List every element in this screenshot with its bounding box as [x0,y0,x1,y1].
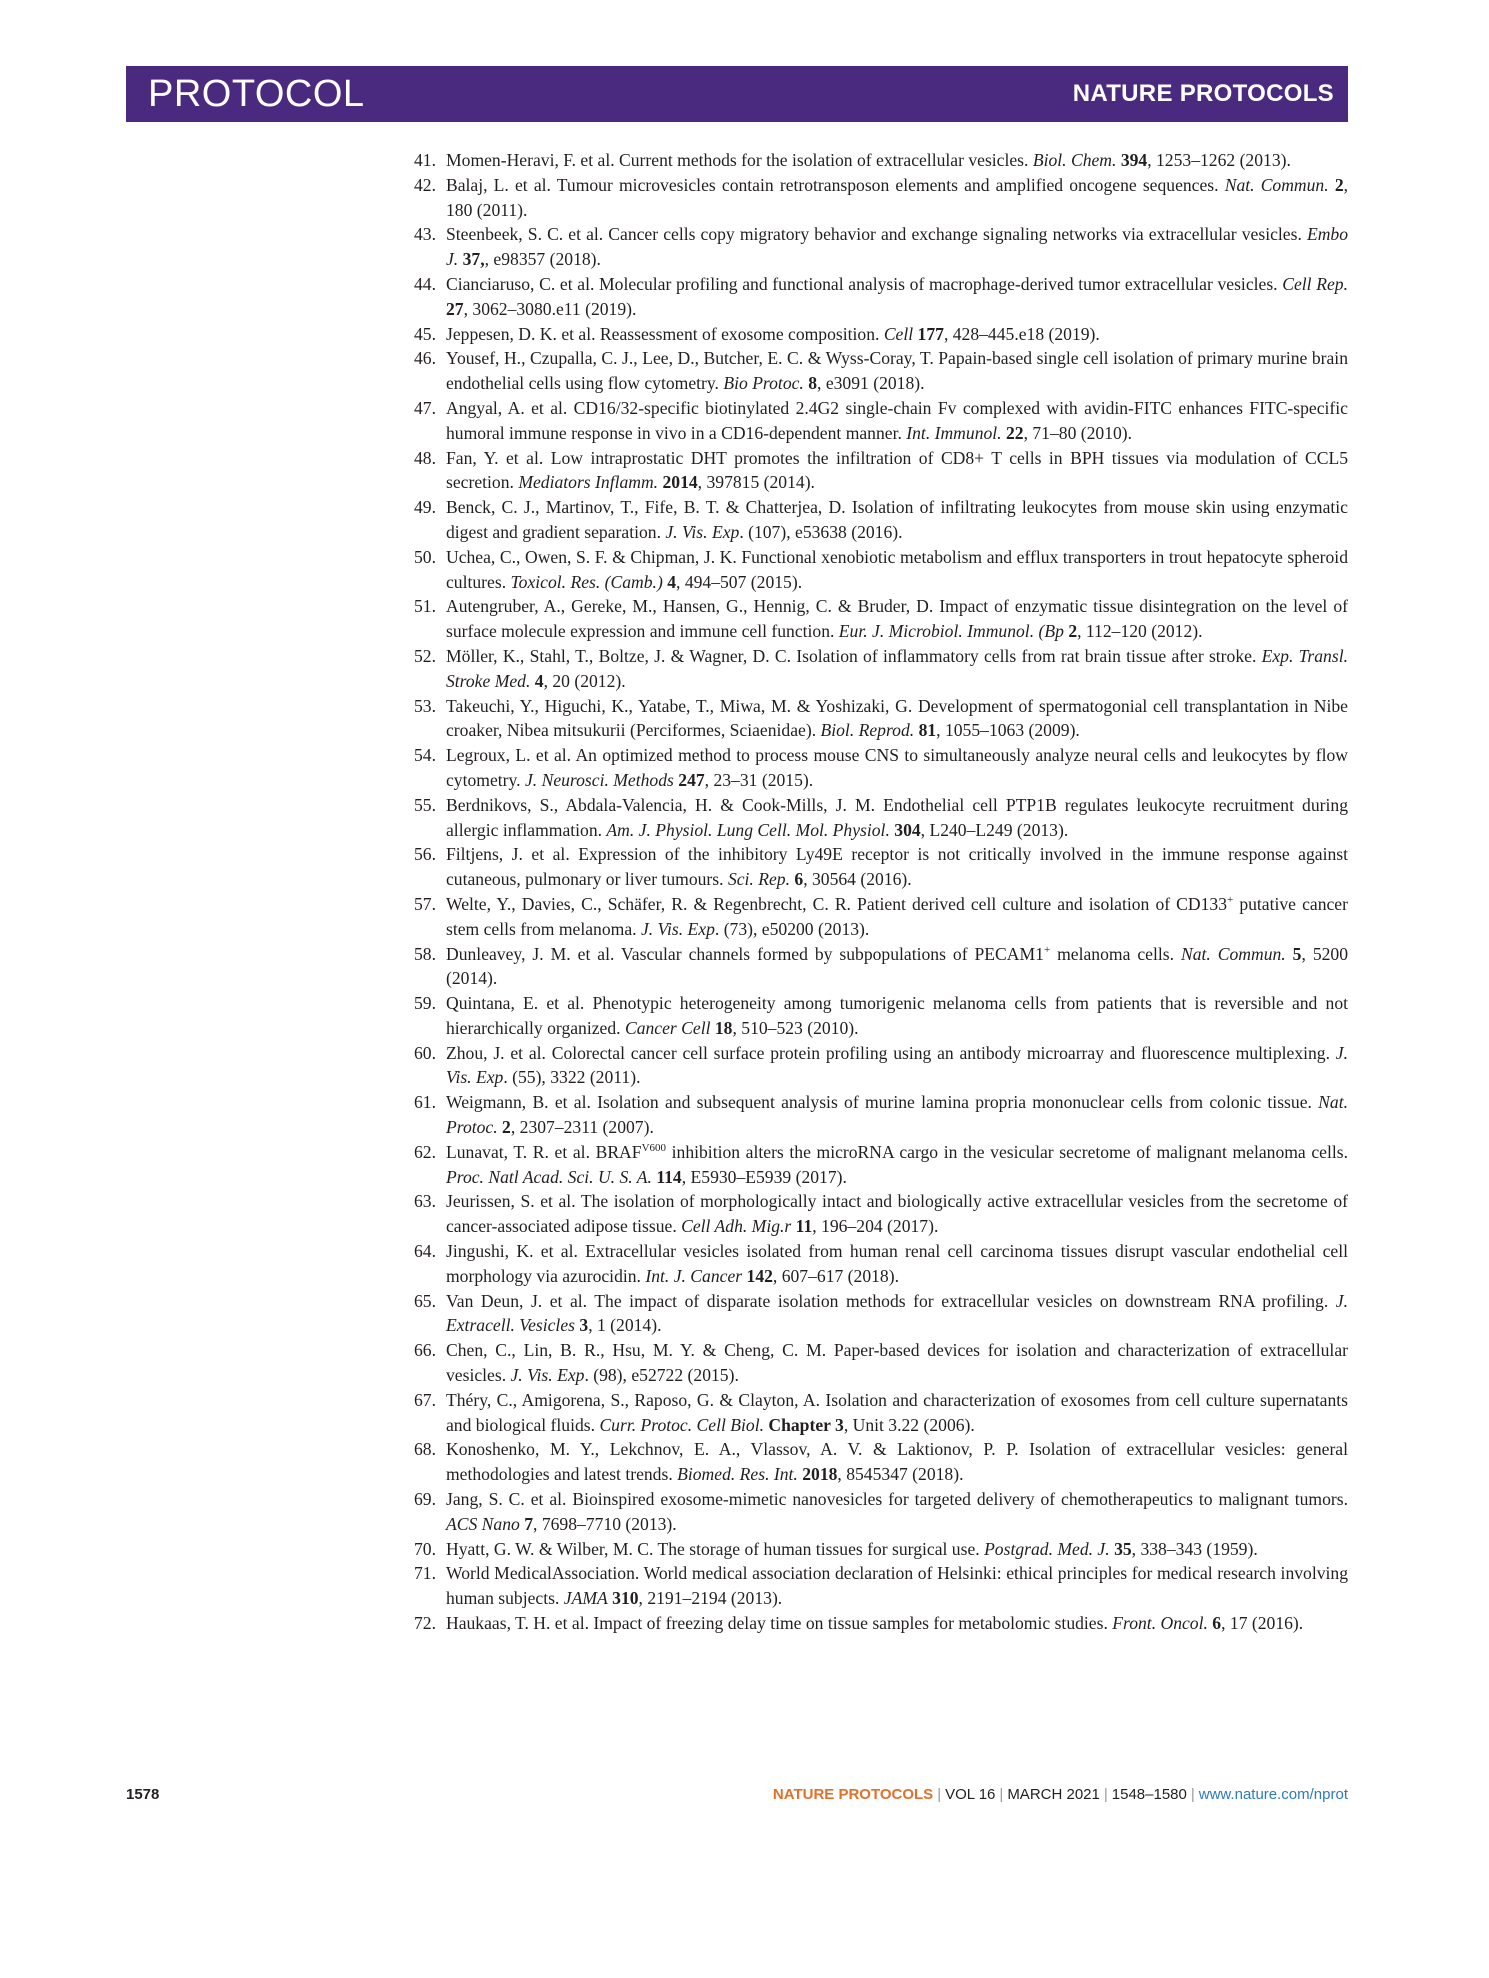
reference-number: 49. [414,497,436,518]
reference-item [398,942,1348,992]
reference-number: 57. [414,893,436,914]
reference-number: 65. [414,1290,436,1311]
reference-number: 72. [414,1613,436,1634]
reference-item [398,1487,1348,1537]
reference-text: Welte, Y., Davies, C., Schäfer, R. & Regenbrecht, C. R. Patient derived cell culture and isolation of CD133+ putative cancer stem cells from melanoma. J. Vis. Exp. (73), e50200 (2013). [446,893,1348,939]
reference-number: 53. [414,695,436,716]
reference-number: 60. [414,1042,436,1063]
reference-item [398,272,1348,322]
reference-item [398,793,1348,843]
reference-text: Van Deun, J. et al. The impact of disparate isolation methods for extracellular vesicles on downstream RNA profiling. J. Extracell. Vesicles 3, 1 (2014). [446,1290,1348,1336]
reference-text: Théry, C., Amigorena, S., Raposo, G. & Clayton, A. Isolation and characterization of exosomes from cell culture supernatants and biological fluids. Curr. Protoc. Cell Biol. Chapter 3, Unit 3.22 (2006). [446,1389,1348,1435]
reference-number: 55. [414,794,436,815]
reference-number: 41. [414,150,436,170]
reference-number: 56. [414,844,436,865]
section-label: PROTOCOL [148,72,365,115]
reference-item [398,743,1348,793]
reference-item [398,1611,1348,1636]
reference-list [398,148,1348,1636]
reference-text: Hyatt, G. W. & Wilber, M. C. The storage of human tissues for surgical use. Postgrad. Med. J. 35, 338–343 (1959). [446,1538,1258,1559]
reference-item [398,148,1348,173]
reference-text: Jeurissen, S. et al. The isolation of morphologically intact and biologically active extracellular vesicles from the secretome of cancer-associated adipose tissue. Cell Adh. Mig.r 11, 196–204 (2017). [446,1191,1348,1237]
footer-volume: VOL 16 [945,1786,996,1803]
reference-number: 48. [414,447,436,468]
reference-item [398,346,1348,396]
reference-text: Uchea, C., Owen, S. F. & Chipman, J. K. Functional xenobiotic metabolism and efflux transporters in trout hepatocyte spheroid cultures. Toxicol. Res. (Camb.) 4, 494–507 (2015). [446,546,1348,592]
reference-number: 63. [414,1191,436,1212]
reference-item [398,1338,1348,1388]
reference-item [398,495,1348,545]
reference-number: 47. [414,397,436,418]
header-banner [126,66,1348,122]
reference-number: 68. [414,1439,436,1460]
reference-number: 50. [414,546,436,567]
reference-text: Angyal, A. et al. CD16/32-specific biotinylated 2.4G2 single-chain Fv complexed with avidin-FITC enhances FITC-specific humoral immune response in vivo in a CD16-dependent manner. Int. Immunol. 22, 71–80 (2010). [446,397,1348,443]
reference-number: 70. [414,1538,436,1559]
reference-item [398,446,1348,496]
reference-number: 62. [414,1141,436,1162]
footer-url[interactable]: www.nature.com/nprot [1198,1786,1348,1803]
reference-item [398,1437,1348,1487]
reference-item [398,644,1348,694]
reference-text: Jingushi, K. et al. Extracellular vesicles isolated from human renal cell carcinoma tissues disrupt vascular endothelial cell morphology via azurocidin. Int. J. Cancer 142, 607–617 (2018). [446,1241,1348,1286]
footer-journal: NATURE PROTOCOLS [772,1786,934,1803]
reference-number: 61. [414,1092,436,1113]
reference-text: Jang, S. C. et al. Bioinspired exosome-mimetic nanovesicles for targeted delivery of chemotherapeutics to malignant tumors. ACS Nano 7, 7698–7710 (2013). [446,1489,1348,1534]
footer-date: MARCH 2021 [1007,1786,1100,1803]
reference-text: Quintana, E. et al. Phenotypic heterogeneity among tumorigenic melanoma cells from patients that is reversible and not hierarchically organized. Cancer Cell 18, 510–523 (2010). [446,993,1348,1038]
footer-pages: 1548–1580 [1111,1786,1187,1803]
reference-number: 58. [414,943,436,964]
reference-item [398,1140,1348,1190]
reference-item [398,594,1348,644]
reference-text: Yousef, H., Czupalla, C. J., Lee, D., Butcher, E. C. & Wyss-Coray, T. Papain-based single cell isolation of primary murine brain endothelial cells using flow cytometry. Bio Protoc. 8, e3091 (2018). [446,348,1348,394]
reference-item [398,545,1348,595]
reference-text: Zhou, J. et al. Colorectal cancer cell surface protein profiling using an antibody microarray and fluorescence multiplexing. J. Vis. Exp. (55), 3322 (2011). [446,1042,1348,1088]
reference-number: 71. [414,1563,436,1584]
reference-number: 51. [414,596,436,617]
reference-text: Konoshenko, M. Y., Lekchnov, E. A., Vlassov, A. V. & Laktionov, P. P. Isolation of extracellular vesicles: general methodologies and latest trends. Biomed. Res. Int. 2018, 8545347 (2018). [446,1439,1348,1485]
reference-text: Fan, Y. et al. Low intraprostatic DHT promotes the infiltration of CD8+ T cells in BPH tissues via modulation of CCL5 secretion. Mediators Inflamm. 2014, 397815 (2014). [446,447,1348,493]
reference-number: 46. [414,348,436,369]
reference-number: 66. [414,1340,436,1361]
reference-item [398,1189,1348,1239]
reference-number: 67. [414,1389,436,1410]
reference-number: 59. [414,993,436,1014]
reference-item [398,1537,1348,1562]
reference-item [398,892,1348,942]
reference-text: Weigmann, B. et al. Isolation and subsequent analysis of murine lamina propria mononuclear cells from colonic tissue. Nat. Protoc. 2, 2307–2311 (2007). [446,1092,1348,1138]
reference-item [398,1041,1348,1091]
reference-text: World MedicalAssociation. World medical association declaration of Helsinki: ethical principles for medical research involving human subjects. JAMA 310, 2191–2194 (2013). [446,1563,1348,1609]
reference-text: Balaj, L. et al. Tumour microvesicles contain retrotransposon elements and amplified oncogene sequences. Nat. Commun. 2, 180 (2011). [446,174,1349,220]
reference-number: 64. [414,1241,436,1262]
reference-item [398,694,1348,744]
reference-text: Takeuchi, Y., Higuchi, K., Yatabe, T., Miwa, M. & Yoshizaki, G. Development of spermatogonial cell transplantation in Nibe croaker, Nibea mitsukurii (Perciformes, Sciaenidae). Biol. Reprod. 81, 1055–1063 (2009). [446,695,1348,741]
reference-number: 45. [414,323,436,344]
reference-item [398,1561,1348,1611]
reference-number: 42. [414,174,436,195]
reference-item [398,322,1348,347]
reference-item [398,396,1348,446]
footer-citation: NATURE PROTOCOLS | VOL 16 | MARCH 2021 | 1548–1580 | www.nature.com/nprot [772,1786,1348,1803]
page-number: 1578 [126,1786,160,1803]
reference-text: Filtjens, J. et al. Expression of the inhibitory Ly49E receptor is not critically involved in the immune response against cutaneous, pulmonary or liver tumours. Sci. Rep. 6, 30564 (2016). [446,844,1348,890]
reference-number: 69. [414,1489,436,1510]
reference-item [398,1289,1348,1339]
reference-text: Cianciaruso, C. et al. Molecular profiling and functional analysis of macrophage-derived tumor extracellular vesicles. Cell Rep. 27, 3062–3080.e11 (2019). [446,273,1348,319]
reference-number: 44. [414,273,436,294]
reference-text: Benck, C. J., Martinov, T., Fife, B. T. & Chatterjea, D. Isolation of infiltrating leukocytes from mouse skin using enzymatic digest and gradient separation. J. Vis. Exp. (107), e53638 (2016). [446,497,1348,542]
reference-text: Berdnikovs, S., Abdala-Valencia, H. & Cook-Mills, J. M. Endothelial cell PTP1B regulates leukocyte recruitment during allergic inflammation. Am. J. Physiol. Lung Cell. Mol. Physiol. 304, L240–L249 (2013). [446,794,1348,840]
reference-text: Legroux, L. et al. An optimized method to process mouse CNS to simultaneously analyze neural cells and leukocytes by flow cytometry. J. Neurosci. Methods 247, 23–31 (2015). [446,745,1348,790]
journal-name: NATURE PROTOCOLS [1072,80,1334,107]
reference-item [398,222,1348,272]
reference-number: 52. [414,645,436,666]
reference-text: Möller, K., Stahl, T., Boltze, J. & Wagner, D. C. Isolation of inflammatory cells from rat brain tissue after stroke. Exp. Transl. Stroke Med. 4, 20 (2012). [446,645,1348,691]
reference-item [398,1388,1348,1438]
reference-text: Autengruber, A., Gereke, M., Hansen, G., Hennig, C. & Bruder, D. Impact of enzymatic tissue disintegration on the level of surface molecule expression and immune cell function. Eur. J. Microbiol. Immunol. (Bp 2, 112–120 (2012). [446,596,1348,642]
reference-text: Dunleavey, J. M. et al. Vascular channels formed by subpopulations of PECAM1+ melanoma cells. Nat. Commun. 5, 5200 (2014). [446,943,1348,989]
reference-text: Lunavat, T. R. et al. $BRAF^{V600}$ inhibition alters the microRNA cargo in the vesicular secretome of malignant melanoma cells. Proc. Natl Acad. Sci. U. S. A. 114, E5930–E5939 (2017). [446,1141,1348,1187]
reference-item [398,173,1348,223]
reference-number: 43. [414,224,436,245]
reference-text: Chen, C., Lin, B. R., Hsu, M. Y. & Cheng, C. M. Paper-based devices for isolation and characterization of extracellular vesicles. J. Vis. Exp. (98), e52722 (2015). [446,1340,1348,1386]
reference-item [398,991,1348,1041]
reference-text: Steenbeek, S. C. et al. Cancer cells copy migratory behavior and exchange signaling networks via extracellular vesicles. Embo J. 37,, e98357 (2018). [446,224,1348,270]
reference-text: Jeppesen, D. K. et al. Reassessment of exosome composition. Cell 177, 428–445.e18 (2019). [446,323,1100,344]
reference-text: Haukaas, T. H. et al. Impact of freezing delay time on tissue samples for metabolomic studies. Front. Oncol. 6, 17 (2016). [446,1613,1304,1634]
reference-number: 54. [414,745,436,766]
reference-item [398,1239,1348,1289]
reference-item [398,842,1348,892]
reference-item [398,1090,1348,1140]
reference-text: Momen-Heravi, F. et al. Current methods for the isolation of extracellular vesicles. Biol. Chem. 394, 1253–1262 (2013). [446,150,1291,170]
